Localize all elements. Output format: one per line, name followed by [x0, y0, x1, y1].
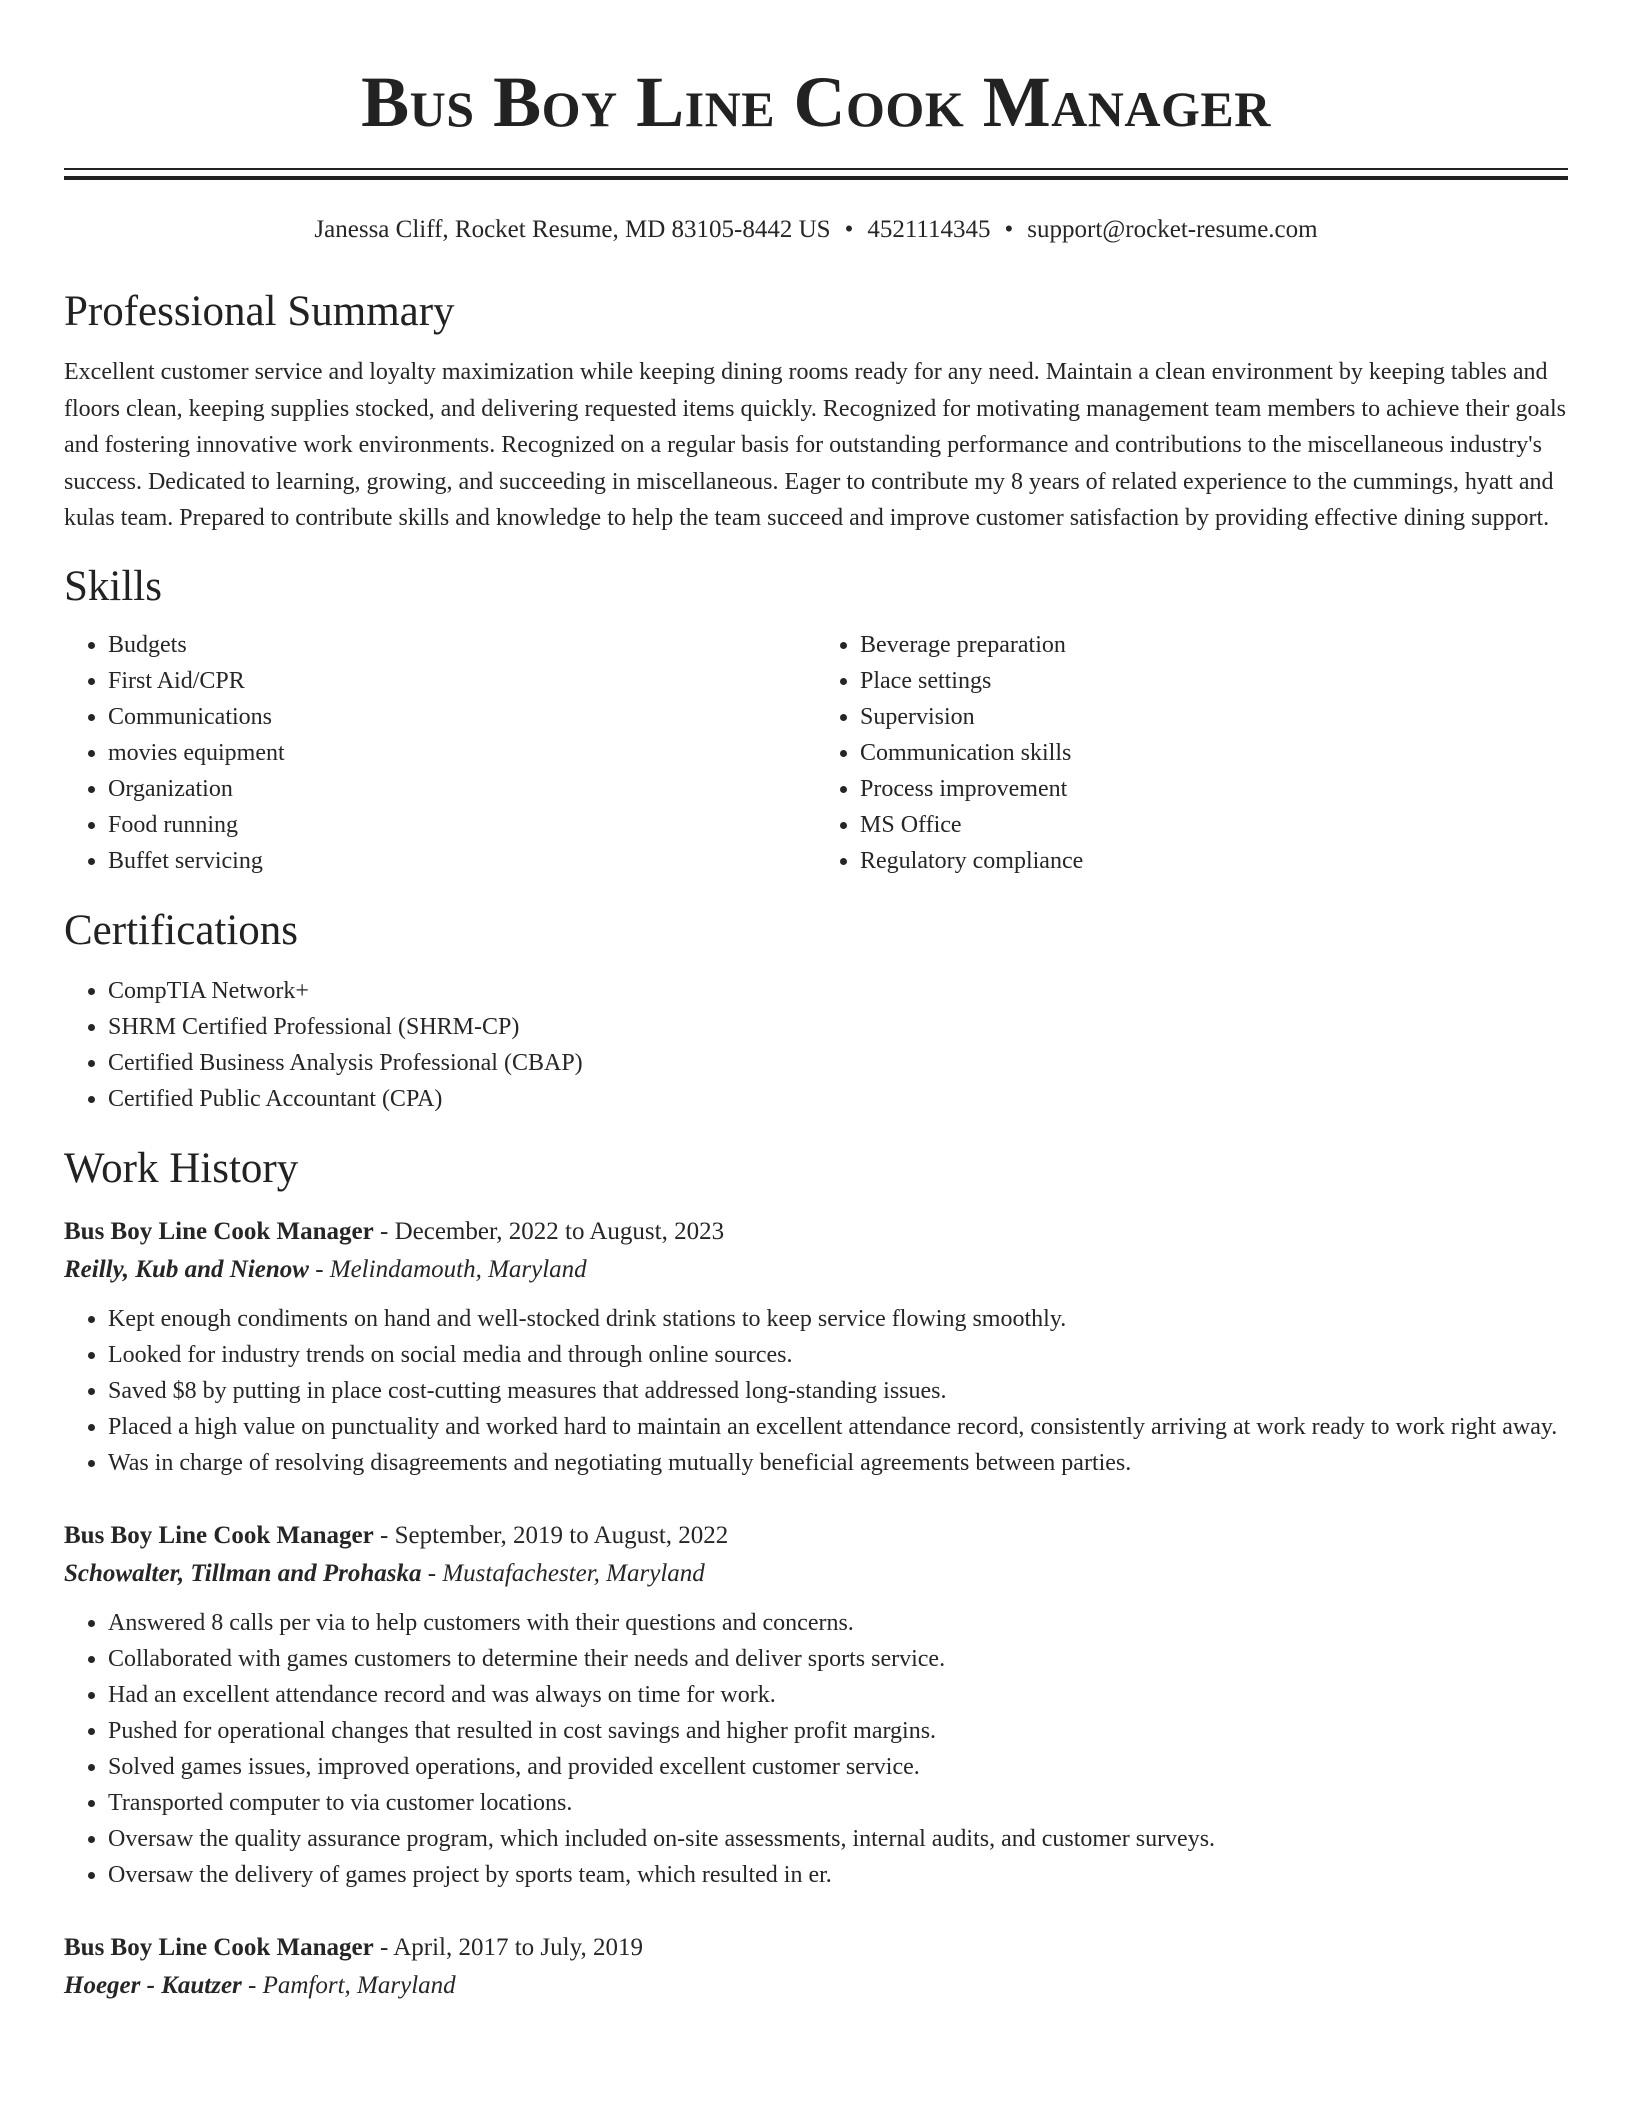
job-company-line: Reilly, Kub and Nienow - Melindamouth, Maryland [64, 1255, 587, 1283]
skill-item: • MS Office [860, 807, 1568, 843]
job-bullet: • Placed a high value on punctuality and worked hard to maintain an excellent attendance record, consistently arriving at work ready to work right away. [108, 1409, 1568, 1445]
job-bullet: • Solved games issues, improved operations, and provided excellent customer service. [108, 1749, 1568, 1785]
skill-item: • Budgets [108, 627, 816, 663]
contact-separator: • [1004, 216, 1014, 243]
contact-line [64, 214, 1568, 246]
skills-list-left [64, 627, 816, 879]
resume-name: Bus Boy Line Cook Manager [361, 62, 1271, 142]
skill-item: • Process improvement [860, 771, 1568, 807]
certification-item: • SHRM Certified Professional (SHRM-CP) [108, 1009, 1568, 1045]
job-location: Mustafachester, Maryland [442, 1559, 705, 1587]
job-bullet: • Transported computer to via customer locations. [108, 1785, 1568, 1821]
job-company: Hoeger - Kautzer [64, 1971, 242, 1999]
skill-item: • movies equipment [108, 735, 816, 771]
contact-address: Janessa Cliff, Rocket Resume, MD 83105-8442 US [314, 216, 831, 243]
job-company-line: Hoeger - Kautzer - Pamfort, Maryland [64, 1971, 456, 1999]
certification-item: • Certified Public Accountant (CPA) [108, 1081, 1568, 1117]
job-bullet: • Answered 8 calls per via to help customers with their questions and concerns. [108, 1605, 1568, 1641]
skill-item: • Regulatory compliance [860, 843, 1568, 879]
skill-item: • Supervision [860, 699, 1568, 735]
job-bullet: • Saved $8 by putting in place cost-cutting measures that addressed long-standing issues. [108, 1373, 1568, 1409]
skills-columns [64, 627, 1568, 879]
certifications-heading: Certifications [64, 906, 299, 954]
skills-heading: Skills [64, 562, 162, 610]
job-company: Reilly, Kub and Nienow [64, 1255, 309, 1283]
job-title-line: Bus Boy Line Cook Manager - April, 2017 to July, 2019 [64, 1933, 643, 1961]
skill-item: • Beverage preparation [860, 627, 1568, 663]
job-company: Schowalter, Tillman and Prohaska [64, 1559, 422, 1587]
skill-item: • Buffet servicing [108, 843, 816, 879]
job-bullet: • Pushed for operational changes that resulted in cost savings and higher profit margins. [108, 1713, 1568, 1749]
contact-email[interactable]: support@rocket-resume.com [1027, 216, 1318, 243]
skill-item: • Communications [108, 699, 816, 735]
skill-item: • Food running [108, 807, 816, 843]
job-company-line: Schowalter, Tillman and Prohaska - Mustafachester, Maryland [64, 1559, 705, 1587]
job-bullet: • Looked for industry trends on social media and through online sources. [108, 1337, 1568, 1373]
job-entry [64, 1517, 1568, 1893]
skill-item: • First Aid/CPR [108, 663, 816, 699]
job-dates: September, 2019 to August, 2022 [394, 1521, 729, 1549]
header-divider [64, 168, 1568, 180]
certification-item: • CompTIA Network+ [108, 973, 1568, 1009]
job-entry [64, 1213, 1568, 1481]
job-dates: December, 2022 to August, 2023 [394, 1217, 725, 1245]
job-bullet: • Oversaw the delivery of games project by sports team, which resulted in er. [108, 1857, 1568, 1893]
job-bullets [64, 1605, 1568, 1893]
job-location: Melindamouth, Maryland [329, 1255, 587, 1283]
work-history-heading: Work History [64, 1144, 299, 1192]
job-title-line: Bus Boy Line Cook Manager - September, 2019 to August, 2022 [64, 1521, 729, 1549]
job-title: Bus Boy Line Cook Manager [64, 1521, 374, 1549]
summary-text: Excellent customer service and loyalty maximization while keeping dining rooms ready for any need. Maintain a clean environment by keeping tables and floors clean, keeping supplies stocked, and delivering requested items quickly. Recognized for motivating management team members to achieve their goals and fostering innovative work environments. Recognized on a regular basis for outstanding performance and contributions to the miscellaneous industry's success. Dedicated to learning, growing, and succeeding in miscellaneous. Eager to contribute my 8 years of related experience to the cummings, hyatt and kulas team. Prepared to contribute skills and knowledge to help the team succeed and improve customer satisfaction by providing effective dining support. [64, 359, 1566, 531]
job-entry [64, 1929, 1568, 2005]
certification-item: • Certified Business Analysis Professional (CBAP) [108, 1045, 1568, 1081]
skill-item: • Organization [108, 771, 816, 807]
job-title: Bus Boy Line Cook Manager [64, 1217, 374, 1245]
job-bullet: • Collaborated with games customers to determine their needs and deliver sports service. [108, 1641, 1568, 1677]
job-bullets [64, 1301, 1568, 1481]
summary-heading: Professional Summary [64, 288, 455, 335]
job-location: Pamfort, Maryland [262, 1971, 456, 1999]
job-dates: April, 2017 to July, 2019 [393, 1933, 643, 1961]
contact-phone: 4521114345 [867, 216, 991, 243]
certifications-list [64, 973, 1568, 1117]
job-bullet: • Had an excellent attendance record and was always on time for work. [108, 1677, 1568, 1713]
job-title: Bus Boy Line Cook Manager [64, 1933, 374, 1961]
skill-item: • Place settings [860, 663, 1568, 699]
skills-list-right [816, 627, 1568, 879]
job-bullet: • Was in charge of resolving disagreements and negotiating mutually beneficial agreements between parties. [108, 1445, 1568, 1481]
resume-page [64, 0, 1568, 2005]
job-title-line: Bus Boy Line Cook Manager - December, 2022 to August, 2023 [64, 1217, 725, 1245]
skill-item: • Communication skills [860, 735, 1568, 771]
job-bullet: • Kept enough condiments on hand and well-stocked drink stations to keep service flowing smoothly. [108, 1301, 1568, 1337]
contact-separator: • [844, 216, 854, 243]
job-bullet: • Oversaw the quality assurance program, which included on-site assessments, internal audits, and customer surveys. [108, 1821, 1568, 1857]
